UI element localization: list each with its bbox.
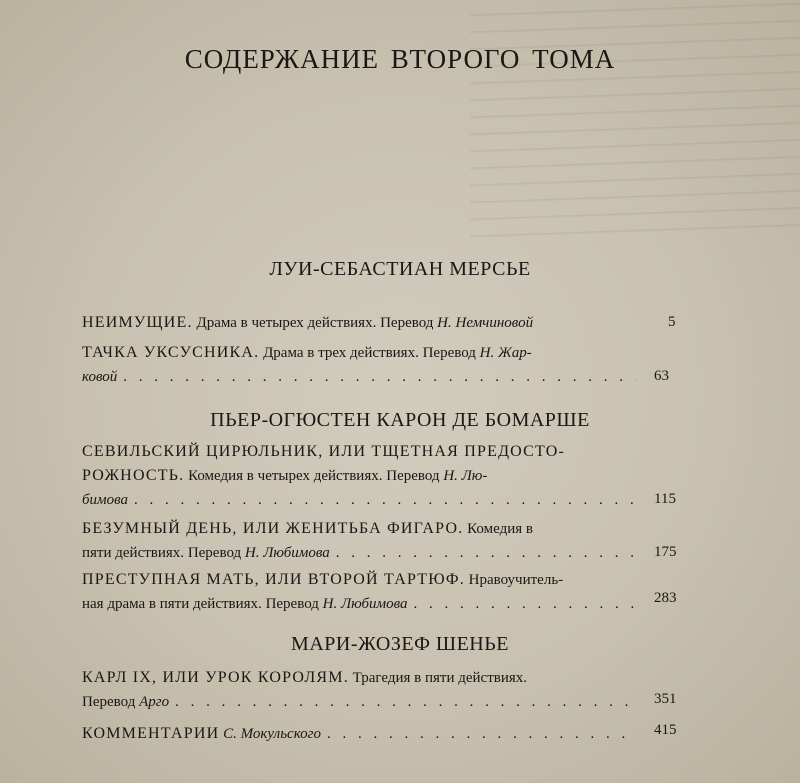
translator-label: Перевод xyxy=(380,315,434,331)
entry-description: Нравоучитель- xyxy=(468,572,564,588)
page-number: 415 xyxy=(654,722,677,738)
translator-name: Арго xyxy=(139,694,170,710)
page-number: 5 xyxy=(668,314,676,330)
entry-title-continued: РОЖНОСТЬ. xyxy=(82,467,185,484)
translator-name: Н. Жар- xyxy=(479,345,532,361)
translator-label: Перевод xyxy=(386,468,440,484)
translator-label: Перевод xyxy=(265,596,319,612)
translator-label: Перевод xyxy=(82,694,136,710)
translator-name: Н. Немчиновой xyxy=(437,315,534,331)
translator-label: Перевод xyxy=(422,345,476,361)
dot-leader xyxy=(134,488,636,512)
page-number: 283 xyxy=(654,590,677,606)
toc-entry-neimushchie[interactable] xyxy=(82,311,642,335)
entry-title: КАРЛ IX, ИЛИ УРОК КОРОЛЯМ. xyxy=(82,669,349,686)
entry-description: Трагедия в пяти действиях. xyxy=(352,670,528,686)
entry-description-continued: ная драма в пяти действиях. xyxy=(82,596,262,612)
dot-leader xyxy=(336,541,636,565)
entry-description: Драма в четырех действиях. xyxy=(196,315,377,331)
bleed-through-text xyxy=(470,0,800,240)
entry-title: ТАЧКА УКСУСНИКА. xyxy=(82,344,260,361)
dot-leader xyxy=(123,365,636,389)
entry-description: Комедия в четырех действиях. xyxy=(188,468,383,484)
translator-name-continued: бимова xyxy=(82,492,129,508)
entry-title: БЕЗУМНЫЙ ДЕНЬ, ИЛИ ЖЕНИТЬБА ФИГАРО. xyxy=(82,520,464,537)
entry-title: СЕВИЛЬСКИЙ ЦИРЮЛЬНИК, ИЛИ ТЩЕТНАЯ ПРЕДОСТО- xyxy=(82,443,566,460)
entry-description-continued: пяти действиях. xyxy=(82,545,185,561)
section-author-beaumarchais: ПЬЕР-ОГЮСТЕН КАРОН ДЕ БОМАРШЕ xyxy=(210,409,590,431)
translator-name: Н. Лю- xyxy=(443,468,488,484)
toc-entry-sevilsky-tsiryulnik[interactable] xyxy=(82,440,642,512)
toc-entry-bezumny-den[interactable] xyxy=(82,517,642,565)
dot-leader xyxy=(327,722,636,746)
page-title: СОДЕРЖАНИЕ ВТОРОГО ТОМА xyxy=(184,44,616,74)
toc-entry-karl-ix[interactable] xyxy=(82,666,642,714)
page-number: 115 xyxy=(654,491,676,507)
toc-entry-tachka-uksusnika[interactable] xyxy=(82,341,642,389)
section-author-mercier: ЛУИ-СЕБАСТИАН МЕРСЬЕ xyxy=(269,258,531,280)
translator-name-continued: ковой xyxy=(82,369,118,385)
section-author-chenier: МАРИ-ЖОЗЕФ ШЕНЬЕ xyxy=(291,633,509,655)
dot-leader xyxy=(414,592,636,616)
commentary-author: С. Мокульского xyxy=(223,726,321,742)
toc-entry-commentary[interactable] xyxy=(82,722,642,746)
entry-title: ПРЕСТУПНАЯ МАТЬ, ИЛИ ВТОРОЙ ТАРТЮФ. xyxy=(82,571,465,588)
translator-name: Н. Любимова xyxy=(244,545,330,561)
entry-description: Драма в трех действиях. xyxy=(263,345,419,361)
translator-label: Перевод xyxy=(187,545,242,561)
page-number: 63 xyxy=(654,368,669,384)
page-number: 175 xyxy=(654,544,677,560)
page-number: 351 xyxy=(654,691,677,707)
entry-title: КОММЕНТАРИИ xyxy=(82,725,220,742)
entry-description: Комедия в xyxy=(467,521,533,537)
dot-leader xyxy=(175,690,636,714)
translator-name: Н. Любимова xyxy=(322,596,408,612)
toc-entry-prestupnaya-mat[interactable] xyxy=(82,568,642,616)
entry-title: НЕИМУЩИЕ. xyxy=(82,314,193,331)
